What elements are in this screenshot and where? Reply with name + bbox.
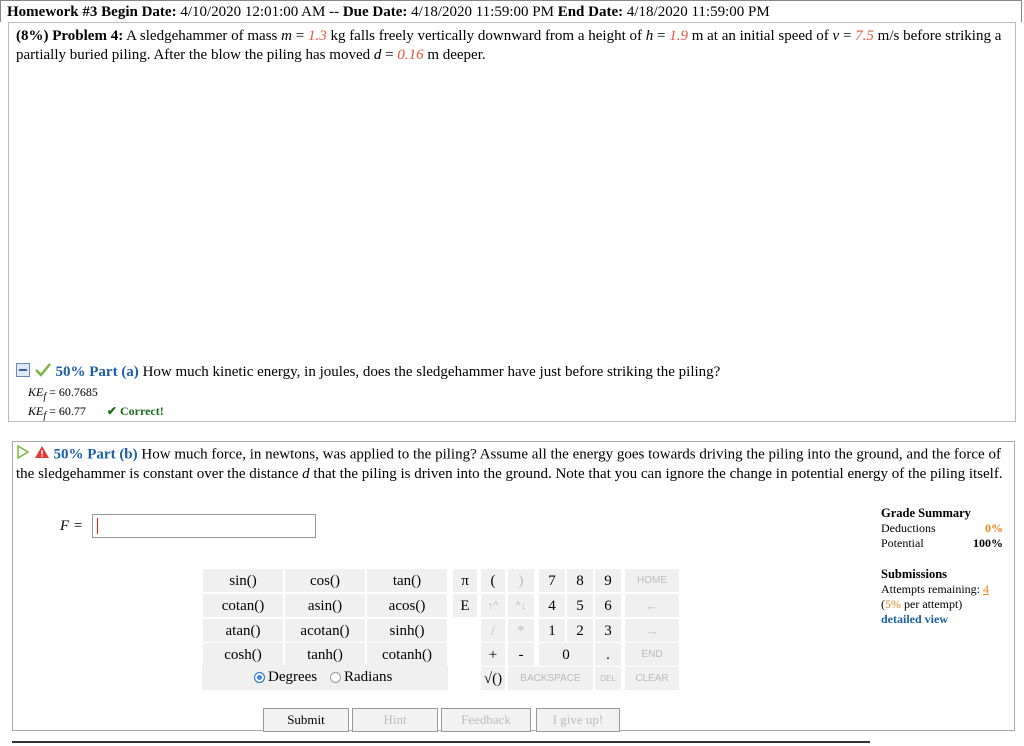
radians-option[interactable] [330,665,392,689]
end-key[interactable]: END [624,642,680,667]
per-attempt-label: per attempt) [901,597,963,611]
part-b-d-symbol: d [302,466,310,482]
problem-text-1: A sledgehammer of mass [126,28,282,44]
grade-summary [881,506,1003,627]
down-caret-key[interactable]: ^↓ [507,593,535,618]
text-cursor [97,518,98,534]
expand-icon[interactable] [16,445,30,465]
part-a-question: How much kinetic energy, in joules, does the sledgehammer have just before striking the piling? [142,363,721,380]
give-up-button[interactable]: I give up! [536,708,620,732]
due-date: 4/18/2020 11:59:00 PM [411,4,554,20]
dot-key[interactable]: . [594,642,622,667]
backspace-key[interactable]: BACKSPACE [507,666,594,691]
detailed-view-link[interactable]: detailed view [881,612,948,626]
rparen-key[interactable]: ) [507,568,535,593]
key-1[interactable]: 1 [538,618,566,643]
grade-summary-title: Grade Summary [881,506,971,520]
key-0[interactable]: 0 [538,642,594,667]
end-label: End Date: [557,4,624,20]
potential-value: 100% [973,536,1003,550]
eq-2: = [653,28,670,44]
force-input[interactable] [92,514,316,538]
part-a-answer-raw [28,385,98,402]
radians-label: Radians [344,669,393,685]
key-2[interactable]: 2 [566,618,594,643]
key-9[interactable]: 9 [594,568,622,593]
acotan-button[interactable]: acotan() [284,618,366,643]
part-a-header [16,362,720,383]
begin-label: Begin Date: [101,4,177,20]
key-5[interactable]: 5 [566,593,594,618]
asin-button[interactable]: asin() [284,593,366,618]
right-arrow-key[interactable]: → [624,618,680,643]
problem-statement [16,27,1006,65]
part-a-answer-rounded [28,404,164,421]
divide-key[interactable]: / [480,618,506,643]
tanh-button[interactable]: tanh() [284,642,366,667]
atan-button[interactable]: atan() [202,618,284,643]
sin-button[interactable]: sin() [202,568,284,593]
mass-symbol: m [281,28,292,44]
multiply-key[interactable]: * [507,618,535,643]
potential-label: Potential [881,536,924,550]
header-sep: -- [329,4,340,20]
degrees-option[interactable] [254,665,317,689]
left-arrow-key[interactable]: ← [624,593,680,618]
key-7[interactable]: 7 [538,568,566,593]
key-6[interactable]: 6 [594,593,622,618]
ke-symbol-2: KE [28,404,44,418]
problem-text-3: m at an initial speed of [687,28,833,44]
minus-key[interactable]: - [507,642,535,667]
cos-button[interactable]: cos() [284,568,366,593]
deductions-value: 0% [985,521,1003,535]
attempts-row [881,582,1003,597]
sinh-button[interactable]: sinh() [366,618,448,643]
depth-value: 0.16 [397,47,424,63]
mass-value: 1.3 [307,28,327,44]
correct-badge: ✔ Correct! [106,404,164,418]
per-attempt-row: (5% per attempt) [881,597,963,611]
homework-title: Homework #3 [7,4,98,20]
ke-sub: f [43,391,47,403]
warning-icon [34,445,50,465]
hint-button[interactable]: Hint [352,708,438,732]
degrees-radio[interactable] [254,672,265,683]
radians-radio[interactable] [330,672,341,683]
feedback-button[interactable]: Feedback [441,708,531,732]
home-key[interactable]: HOME [624,568,680,593]
due-label: Due Date: [342,4,408,20]
degrees-label: Degrees [268,669,318,685]
cotan-button[interactable]: cotan() [202,593,284,618]
eq-1: = [291,28,308,44]
submissions-title: Submissions [881,567,948,581]
key-4[interactable]: 4 [538,593,566,618]
lparen-key[interactable]: ( [480,568,506,593]
tan-button[interactable]: tan() [366,568,448,593]
eq-4: = [381,47,398,63]
acos-button[interactable]: acos() [366,593,448,618]
problem-text-4: m/s before striking a partially buried piling. After the blow the piling has moved [16,28,1002,63]
height-symbol: h [645,28,654,44]
part-b-title: 50% Part (b) [53,446,138,463]
clear-key[interactable]: CLEAR [624,666,680,691]
height-value: 1.9 [669,28,688,44]
potential-row [881,536,1003,551]
ke-rounded-value: = 60.77 [46,404,86,418]
end-date: 4/18/2020 11:59:00 PM [626,4,770,20]
submit-button[interactable]: Submit [263,708,349,732]
part-b-question-2: that the piling is driven into the ground. Note that you can ignore the change in potential energy of the piling itself. [309,466,1003,482]
force-label: F = [60,518,84,534]
cotanh-button[interactable]: cotanh() [366,642,448,667]
deductions-row [881,521,1003,536]
problem-weight: (8%) [16,28,49,44]
speed-value: 7.5 [855,28,874,44]
deductions-label: Deductions [881,521,936,535]
pi-key[interactable]: π [452,568,478,593]
angle-mode-row [202,665,448,690]
part-a-title: 50% Part (a) [55,363,139,380]
sqrt-key[interactable]: √() [480,666,506,691]
speed-symbol: v [832,28,840,44]
collapse-icon[interactable] [16,363,30,382]
per-attempt-pct: 5% [885,597,901,611]
attempts-label: Attempts remaining: [881,582,980,596]
up-caret-key[interactable]: ↑^ [480,593,506,618]
eq-3: = [839,28,856,44]
cosh-button[interactable]: cosh() [202,642,284,667]
ke-raw-value: = 60.7685 [46,385,98,399]
attempts-value: 4 [982,582,989,596]
begin-date: 4/10/2020 12:01:00 AM [180,4,326,20]
problem-text-5: m deeper. [423,47,486,63]
exp-key[interactable]: E [452,593,478,618]
problem-number: Problem 4: [52,28,124,44]
ke-sub-2: f [43,410,47,422]
del-key[interactable]: DEL [594,666,622,691]
plus-key[interactable]: + [480,642,506,667]
part-b-header [16,445,1006,484]
ke-symbol: KE [28,385,44,399]
depth-symbol: d [373,47,382,63]
key-3[interactable]: 3 [594,618,622,643]
problem-text-2: kg falls freely vertically downward from a height of [326,28,646,44]
bottom-divider [12,741,870,743]
check-icon [34,362,52,383]
assignment-header [0,0,1022,22]
part-b-question-1: How much force, in newtons, was applied to the piling? Assume all the energy goes towards driving the piling into the ground, and the force of the sledgehammer is constant over the distance [16,446,1001,482]
key-8[interactable]: 8 [566,568,594,593]
